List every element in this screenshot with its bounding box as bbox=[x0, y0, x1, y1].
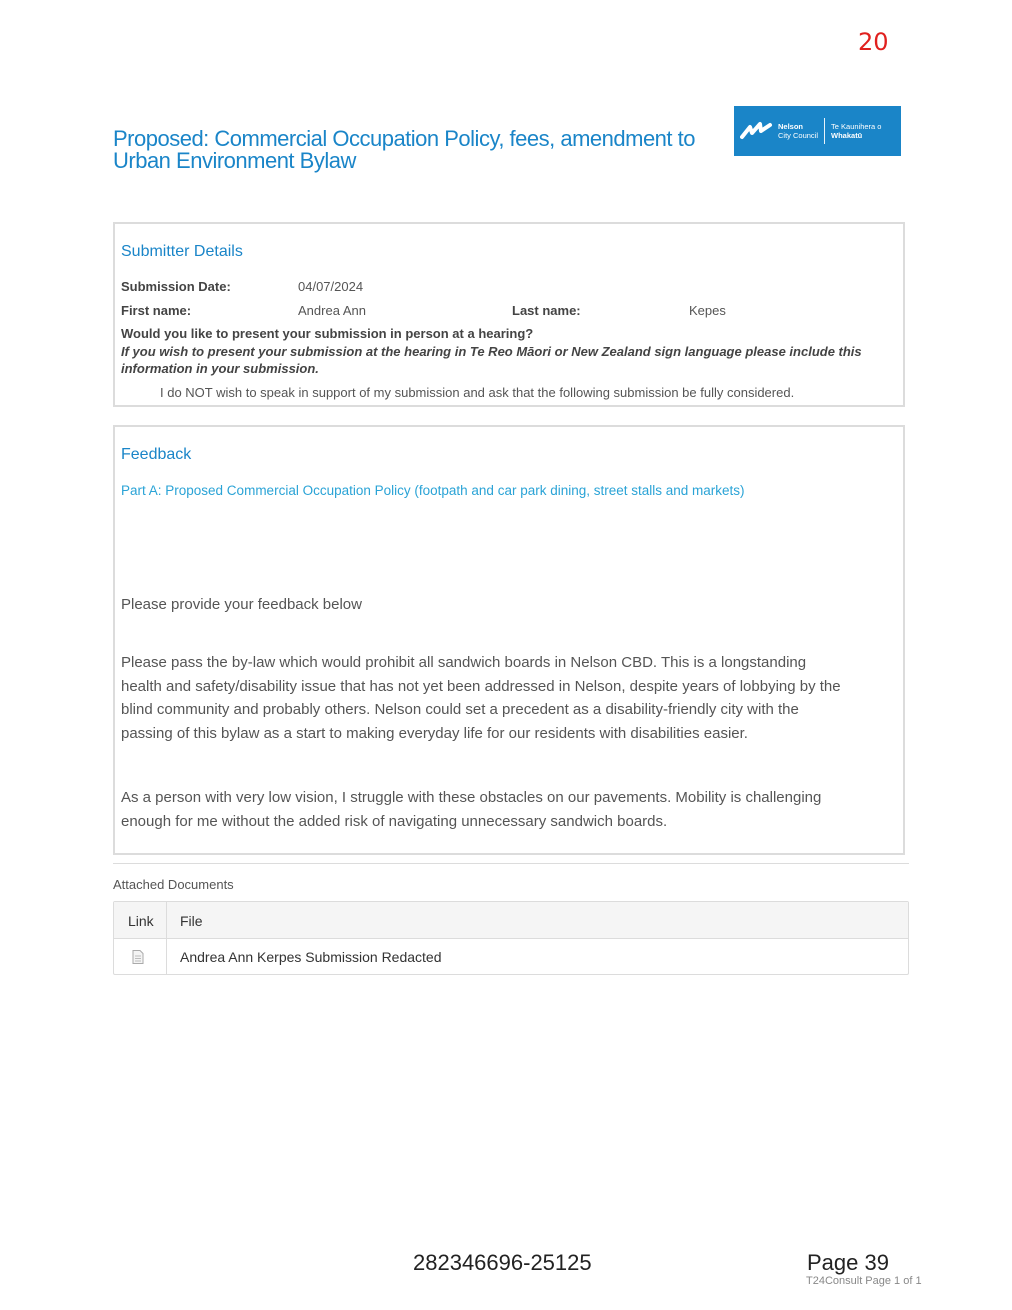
submission-date-label: Submission Date: bbox=[121, 279, 231, 294]
submitter-details-section bbox=[113, 222, 905, 407]
feedback-prompt: Please provide your feedback below bbox=[121, 596, 362, 613]
part-a-heading: Part A: Proposed Commercial Occupation Policy (footpath and car park dining, street stalls and markets) bbox=[121, 483, 745, 498]
submitter-details-heading: Submitter Details bbox=[121, 243, 243, 260]
feedback-paragraph-1: Please pass the by-law which would prohibit all sandwich boards in Nelson CBD. This is a longstanding health and safety/disability issue that has not yet been addressed in Nelson, despite years of lobbying by the blind community and probably others. Nelson could set a precedent as a disability-friendly city with the passing of this bylaw as a start to making everyday life for our residents with disabilities easier. bbox=[121, 654, 841, 742]
divider bbox=[113, 863, 909, 864]
footer-document-id: 282346696-25125 bbox=[413, 1250, 592, 1275]
logo-org-line1: Nelson bbox=[778, 122, 804, 131]
footer-consult-page: T24Consult Page 1 of 1 bbox=[806, 1275, 922, 1287]
logo-org-line2: City Council bbox=[778, 131, 819, 140]
council-logo-icon bbox=[740, 119, 774, 143]
hearing-answer: I do NOT wish to speak in support of my submission and ask that the following submission be fully considered. bbox=[160, 385, 795, 400]
page-title: Proposed: Commercial Occupation Policy, fees, amendment to Urban Environment Bylaw bbox=[113, 126, 695, 173]
logo-english-text bbox=[778, 122, 818, 140]
last-name-value: Kepes bbox=[689, 303, 726, 318]
nelson-city-council-logo bbox=[734, 106, 901, 156]
feedback-paragraph-2: As a person with very low vision, I struggle with these obstacles on our pavements. Mobility is challenging enough for me without the added risk of navigating unnecessary sandwich boards. bbox=[121, 789, 822, 830]
logo-divider bbox=[824, 118, 825, 144]
attachment-file-name[interactable]: Andrea Ann Kerpes Submission Redacted bbox=[180, 949, 442, 965]
logo-maori-line2: Whakatū bbox=[831, 131, 863, 140]
first-name-value: Andrea Ann bbox=[298, 303, 366, 318]
last-name-label: Last name: bbox=[512, 303, 581, 318]
logo-maori-line1: Te Kaunihera o bbox=[831, 122, 882, 131]
column-header-file: File bbox=[180, 913, 203, 929]
logo-maori-text bbox=[831, 122, 881, 140]
hearing-question: Would you like to present your submission in person at a hearing? bbox=[121, 326, 534, 341]
column-header-link: Link bbox=[128, 913, 154, 929]
document-icon[interactable] bbox=[132, 950, 144, 964]
feedback-section bbox=[113, 425, 905, 855]
feedback-heading: Feedback bbox=[121, 446, 192, 463]
table-header bbox=[114, 902, 908, 939]
page-number-top: 20 bbox=[858, 28, 889, 56]
footer-page-number: Page 39 bbox=[807, 1250, 889, 1275]
attached-documents-label: Attached Documents bbox=[113, 877, 234, 892]
column-divider bbox=[166, 902, 167, 974]
submission-date-value: 04/07/2024 bbox=[298, 279, 364, 294]
attachments-table bbox=[113, 901, 909, 975]
hearing-note: If you wish to present your submission at the hearing in Te Reo Māori or New Zealand sign language please include this information in your submission. bbox=[121, 344, 862, 376]
first-name-label: First name: bbox=[121, 303, 192, 318]
